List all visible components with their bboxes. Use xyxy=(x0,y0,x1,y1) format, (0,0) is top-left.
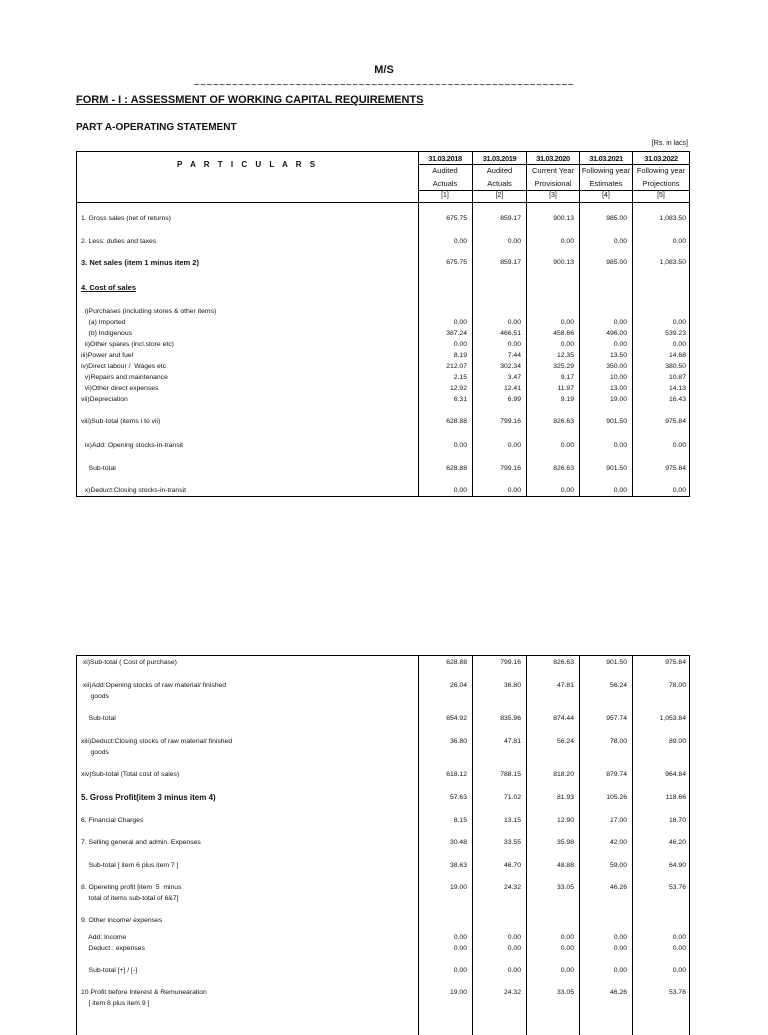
col-date-1: 31.03.2018 xyxy=(428,154,462,163)
row-value-col-4: 985.00 xyxy=(606,259,627,266)
col-num-3: [3] xyxy=(549,192,557,199)
row-label: 10.Profit before Interest & Remunearation xyxy=(81,989,207,996)
row-label: goods xyxy=(81,749,109,756)
table-row xyxy=(77,328,689,339)
row-value-col-2: 835.96 xyxy=(500,715,521,722)
row-value-col-3: 826.63 xyxy=(553,659,574,666)
row-value-col-1: 628.88 xyxy=(446,659,467,666)
table-row xyxy=(77,306,689,317)
row-value-col-5: 46.20 xyxy=(668,839,686,846)
table-row xyxy=(77,691,689,702)
row-value-col-3: 56.24 xyxy=(556,738,574,745)
row-value-col-4: 901.50 xyxy=(606,659,627,666)
row-value-col-3: 33.05 xyxy=(556,884,574,891)
row-value-col-3: 826.63 xyxy=(553,465,574,472)
row-value-col-1: 628.88 xyxy=(446,465,467,472)
row-label: Sub-total [ item 6 plus item 7 ] xyxy=(81,862,179,869)
row-value-col-5: 0.00 xyxy=(672,934,686,941)
row-value-col-1: 8.19 xyxy=(453,352,467,359)
row-label: Sub-total xyxy=(81,465,116,472)
col-line2-4: Estimates xyxy=(589,179,623,188)
col-date-2: 31.03.2019 xyxy=(482,154,517,163)
table-row xyxy=(77,350,689,361)
row-value-col-3: 9.19 xyxy=(560,396,574,403)
row-value-col-1: 38.63 xyxy=(449,862,467,869)
operating-statement-table-continued xyxy=(76,655,690,1035)
row-value-col-5: 89.00 xyxy=(668,738,686,745)
row-label: vii)Depreciation xyxy=(81,396,128,403)
table-row xyxy=(77,747,689,758)
row-value-col-3: 0.00 xyxy=(560,238,574,245)
table-row xyxy=(77,680,689,691)
row-value-col-1: 57.63 xyxy=(449,794,467,801)
row-value-col-2: 24.32 xyxy=(503,884,521,891)
table-row xyxy=(77,394,689,405)
row-value-col-4: 19.00 xyxy=(609,396,627,403)
row-label: Add: Income xyxy=(81,934,127,941)
operating-statement-table xyxy=(76,151,690,497)
table-row xyxy=(77,383,689,394)
row-value-col-1: 0.00 xyxy=(453,487,467,494)
row-value-col-4: 0.00 xyxy=(613,487,627,494)
row-value-col-3: 818.20 xyxy=(553,771,574,778)
row-label: xi)Sub-total ( Cost of purchase) xyxy=(81,659,177,666)
row-value-col-1: 0.00 xyxy=(453,945,467,952)
row-label: iv)Direct labour / Wages etc xyxy=(81,363,167,370)
row-value-col-4: 46.26 xyxy=(609,884,627,891)
row-value-col-5: 14.68 xyxy=(668,352,686,359)
row-label: ix)Add: Opening stocks-in-transit xyxy=(81,442,183,449)
table-row xyxy=(77,965,689,976)
row-value-col-5: 16.43 xyxy=(668,396,686,403)
row-value-col-5: 539.23 xyxy=(665,330,686,337)
row-value-col-2: 6.99 xyxy=(507,396,521,403)
row-value-col-4: 0.00 xyxy=(613,967,627,974)
row-value-col-1: 0.00 xyxy=(453,967,467,974)
row-value-col-5: 118.66 xyxy=(665,794,686,801)
row-value-col-5: 0.00 xyxy=(672,945,686,952)
row-label: (a) Imported xyxy=(81,319,126,326)
row-label: vi)Other direct expenses xyxy=(81,385,159,392)
col-line2-5: Projections xyxy=(642,179,680,188)
row-value-col-1: 26.04 xyxy=(449,682,467,689)
row-value-col-1: 387.24 xyxy=(446,330,467,337)
company-name: M/S xyxy=(374,64,394,76)
row-value-col-1: 2.15 xyxy=(453,374,467,381)
row-value-col-5: 10.87 xyxy=(668,374,686,381)
row-label: Sub-total [+] / [-] xyxy=(81,967,138,974)
row-value-col-2: 788.15 xyxy=(500,771,521,778)
row-value-col-5: 0.00 xyxy=(672,341,686,348)
row-value-col-3: 0.00 xyxy=(560,487,574,494)
row-value-col-4: 0.00 xyxy=(613,945,627,952)
row-value-col-5: 53.76 xyxy=(668,884,686,891)
row-label: 9. Other income/ expenses xyxy=(81,917,163,924)
row-value-col-2: 47.81 xyxy=(503,738,521,745)
row-value-col-1: 675.75 xyxy=(446,215,467,222)
row-value-col-5: 975.84 xyxy=(665,418,686,425)
row-value-col-3: 458.66 xyxy=(553,330,574,337)
row-value-col-5: 0.00 xyxy=(672,238,686,245)
table-row xyxy=(77,257,689,268)
row-value-col-4: 350.00 xyxy=(606,363,627,370)
col-date-3: 31.03.2020 xyxy=(536,154,570,163)
row-value-col-1: 19.00 xyxy=(449,884,467,891)
col-line2-1: Actuals xyxy=(432,179,458,188)
row-value-col-5: 1,053.84 xyxy=(659,715,686,722)
row-value-col-2: 0.00 xyxy=(507,934,521,941)
row-value-col-4: 42.00 xyxy=(609,839,627,846)
row-value-col-1: 0.00 xyxy=(453,319,467,326)
row-value-col-4: 879.74 xyxy=(606,771,627,778)
table-row xyxy=(77,815,689,826)
row-value-col-3: 900.13 xyxy=(553,215,574,222)
row-value-col-2: 466.51 xyxy=(500,330,521,337)
row-value-col-1: 0.00 xyxy=(453,934,467,941)
row-value-col-1: 36.80 xyxy=(449,738,467,745)
row-value-col-4: 0.00 xyxy=(613,341,627,348)
row-value-col-4: 901.50 xyxy=(606,418,627,425)
row-value-col-4: 901.50 xyxy=(606,465,627,472)
row-label: xii)Add:Opening stocks of raw material/ finished xyxy=(81,682,227,689)
row-label: ii)Other spares (incl.store etc) xyxy=(81,341,174,348)
table-row xyxy=(77,317,689,328)
row-value-col-2: 0.00 xyxy=(507,341,521,348)
row-value-col-2: 24.32 xyxy=(503,989,521,996)
row-label: total of items sub-total of 6&7] xyxy=(81,895,179,902)
col-line1-1: Audited xyxy=(432,166,458,175)
row-label: i)Purchases (including stores & other items) xyxy=(81,308,217,315)
col-line1-3: Current Year xyxy=(531,166,575,175)
row-value-col-4: 105.26 xyxy=(606,794,627,801)
row-value-col-3: 0.00 xyxy=(560,442,574,449)
row-value-col-2: 13.15 xyxy=(503,817,521,824)
row-value-col-3: 35.98 xyxy=(556,839,574,846)
table-row xyxy=(77,416,689,427)
row-label: 3. Net sales (item 1 minus item 2) xyxy=(81,258,199,267)
row-value-col-1: 675.75 xyxy=(446,259,467,266)
table-row xyxy=(77,463,689,474)
row-value-col-2: 3.47 xyxy=(507,374,521,381)
row-value-col-2: 0.00 xyxy=(507,945,521,952)
row-value-col-3: 9.17 xyxy=(560,374,574,381)
form-title: FORM - I : ASSESSMENT OF WORKING CAPITAL REQUIREMENTS xyxy=(76,94,424,106)
row-label: v)Repairs and maintenance xyxy=(81,374,168,381)
row-value-col-2: 0.00 xyxy=(507,238,521,245)
row-value-col-1: 0.00 xyxy=(453,238,467,245)
table-row xyxy=(77,282,689,293)
row-label: 8. Opereting profit [item 5 minus xyxy=(81,884,182,891)
row-label: Deduct : expenses xyxy=(81,945,145,952)
row-value-col-3: 48.88 xyxy=(556,862,574,869)
col-num-1: [1] xyxy=(441,192,449,199)
row-value-col-2: 12.41 xyxy=(503,385,521,392)
row-value-col-5: 964.84 xyxy=(665,771,686,778)
row-value-col-1: 212.07 xyxy=(446,363,467,370)
row-value-col-2: 799.16 xyxy=(500,418,521,425)
row-value-col-1: 654.92 xyxy=(446,715,467,722)
table-row xyxy=(77,339,689,350)
table-row xyxy=(77,485,689,496)
col-line1-5: Following year xyxy=(636,166,686,175)
col-num-2: [2] xyxy=(495,192,504,199)
row-value-col-4: 13.50 xyxy=(609,352,627,359)
row-value-col-5: 53.76 xyxy=(668,989,686,996)
row-value-col-2: 33.55 xyxy=(503,839,521,846)
table-row xyxy=(77,915,689,926)
row-value-col-3: 900.13 xyxy=(553,259,574,266)
row-label: iii)Power and fuel xyxy=(81,352,134,359)
table-row xyxy=(77,361,689,372)
row-value-col-2: 302.34 xyxy=(500,363,521,370)
row-label: viii)Sub-total (items i to vii) xyxy=(81,418,161,425)
row-label: xiv)Sub-total (Total cost of sales) xyxy=(81,771,180,778)
table-row xyxy=(77,657,689,668)
row-value-col-2: 0.00 xyxy=(507,967,521,974)
row-value-col-5: 64.90 xyxy=(668,862,686,869)
table-row xyxy=(77,792,689,803)
row-value-col-3: 12.90 xyxy=(556,817,574,824)
row-value-col-3: 11.97 xyxy=(557,385,574,392)
row-value-col-2: 799.16 xyxy=(500,659,521,666)
row-value-col-4: 78.00 xyxy=(609,738,627,745)
row-value-col-5: 1,083.50 xyxy=(659,259,686,266)
table-row xyxy=(77,932,689,943)
table-row xyxy=(77,769,689,780)
col-date-5: 31.03.2022 xyxy=(644,154,678,163)
col-num-5: [5] xyxy=(657,192,665,199)
row-value-col-5: 14.13 xyxy=(668,385,686,392)
row-value-col-3: 0.00 xyxy=(560,945,574,952)
table-row xyxy=(77,998,689,1009)
row-value-col-4: 985.00 xyxy=(606,215,627,222)
row-label: goods xyxy=(81,693,109,700)
table-row xyxy=(77,713,689,724)
row-value-col-1: 618.12 xyxy=(446,771,467,778)
row-label: 5. Gross Profit(item 3 minus item 4) xyxy=(81,793,216,802)
row-value-col-5: 0.00 xyxy=(672,442,686,449)
row-value-col-4: 17.00 xyxy=(609,817,627,824)
row-value-col-1: 8.15 xyxy=(453,817,467,824)
table-row xyxy=(77,440,689,451)
row-value-col-4: 957.74 xyxy=(606,715,627,722)
row-value-col-2: 859.17 xyxy=(500,215,521,222)
row-value-col-1: 0.00 xyxy=(453,442,467,449)
separator-line: ~~~~~~~~~~~~~~~~~~~~~~~~~~~~~~~~~~~~~~~~~~~~~~~~~~~~~~~~~~~~ xyxy=(193,80,575,91)
row-value-col-3: 826.63 xyxy=(553,418,574,425)
row-value-col-5: 18.70 xyxy=(668,817,686,824)
row-label: (b) Indigenous xyxy=(81,330,133,337)
row-value-col-3: 0.00 xyxy=(560,967,574,974)
row-label: 2. Less: duties and taxes xyxy=(81,238,157,245)
row-value-col-5: 1,083.50 xyxy=(659,215,686,222)
row-value-col-5: 975.84 xyxy=(665,465,686,472)
row-value-col-3: 325.29 xyxy=(553,363,574,370)
row-value-col-1: 628.88 xyxy=(446,418,467,425)
table-row xyxy=(77,213,689,224)
row-label: Sub-total xyxy=(81,715,116,722)
row-value-col-5: 0.00 xyxy=(672,319,686,326)
row-value-col-3: 0.00 xyxy=(560,934,574,941)
col-line1-4: Following year xyxy=(581,166,631,175)
row-value-col-3: 874.44 xyxy=(553,715,574,722)
row-label: 1. Gross sales (net of returns) xyxy=(81,215,171,222)
row-value-col-2: 0.00 xyxy=(507,487,521,494)
row-value-col-2: 0.00 xyxy=(507,319,521,326)
particulars-header: P A R T I C U L A R S xyxy=(176,160,319,169)
row-value-col-5: 0.00 xyxy=(672,967,686,974)
row-value-col-2: 71.02 xyxy=(503,794,521,801)
row-value-col-2: 46.70 xyxy=(503,862,521,869)
table-row xyxy=(77,372,689,383)
row-label: 4. Cost of sales xyxy=(81,283,137,292)
row-value-col-4: 0.00 xyxy=(613,238,627,245)
row-value-col-1: 12.92 xyxy=(449,385,467,392)
row-value-col-3: 0.00 xyxy=(560,341,574,348)
unit-label: [Rs. in lacs] xyxy=(651,140,688,147)
row-value-col-4: 46.26 xyxy=(609,989,627,996)
col-num-4: [4] xyxy=(602,192,610,199)
row-value-col-2: 799.16 xyxy=(500,465,521,472)
row-value-col-5: 975.84 xyxy=(665,659,686,666)
row-value-col-4: 13.00 xyxy=(609,385,627,392)
row-value-col-2: 7.44 xyxy=(507,352,521,359)
row-value-col-5: 380.50 xyxy=(665,363,686,370)
part-title: PART A-OPERATING STATEMENT xyxy=(76,122,237,133)
row-value-col-5: 0.00 xyxy=(672,487,686,494)
row-value-col-4: 0.00 xyxy=(613,442,627,449)
row-value-col-1: 6.31 xyxy=(453,396,467,403)
row-value-col-4: 59.00 xyxy=(609,862,627,869)
row-label: x)Deduct:Closing stocks-in-transit xyxy=(81,487,187,494)
row-value-col-2: 0.00 xyxy=(507,442,521,449)
row-value-col-4: 56.24 xyxy=(609,682,627,689)
row-value-col-4: 496.00 xyxy=(606,330,627,337)
row-value-col-3: 0.00 xyxy=(560,319,574,326)
row-value-col-5: 78.00 xyxy=(668,682,686,689)
row-label: [ item 8 plus item 9 ] xyxy=(81,1000,150,1007)
row-value-col-3: 81.93 xyxy=(556,794,574,801)
row-label: 6. Financial Charges xyxy=(81,817,144,824)
table-row xyxy=(77,893,689,904)
table-row xyxy=(77,236,689,247)
table-row xyxy=(77,882,689,893)
row-value-col-4: 0.00 xyxy=(613,934,627,941)
col-line2-3: Provisional xyxy=(534,179,572,188)
col-date-4: 31.03.2021 xyxy=(589,154,623,163)
table-row xyxy=(77,987,689,998)
row-value-col-3: 47.81 xyxy=(556,682,574,689)
row-value-col-3: 33.05 xyxy=(556,989,574,996)
table-row xyxy=(77,837,689,848)
row-label: 7. Selling general and admin. Expenses xyxy=(81,839,201,846)
table-row xyxy=(77,943,689,954)
row-value-col-1: 0.00 xyxy=(453,341,467,348)
row-label: xiii)Deduct:Closing stocks of raw material/ finished xyxy=(81,738,233,745)
col-line2-2: Actuals xyxy=(487,179,512,188)
row-value-col-4: 0.00 xyxy=(613,319,627,326)
table-row xyxy=(77,860,689,871)
row-value-col-1: 30.48 xyxy=(449,839,467,846)
row-value-col-1: 19.00 xyxy=(449,989,467,996)
row-value-col-2: 36.80 xyxy=(503,682,521,689)
row-value-col-4: 10.00 xyxy=(609,374,627,381)
col-line1-2: Audited xyxy=(486,166,513,175)
row-value-col-3: 12.35 xyxy=(556,352,574,359)
table-row xyxy=(77,736,689,747)
row-value-col-2: 859.17 xyxy=(500,259,521,266)
